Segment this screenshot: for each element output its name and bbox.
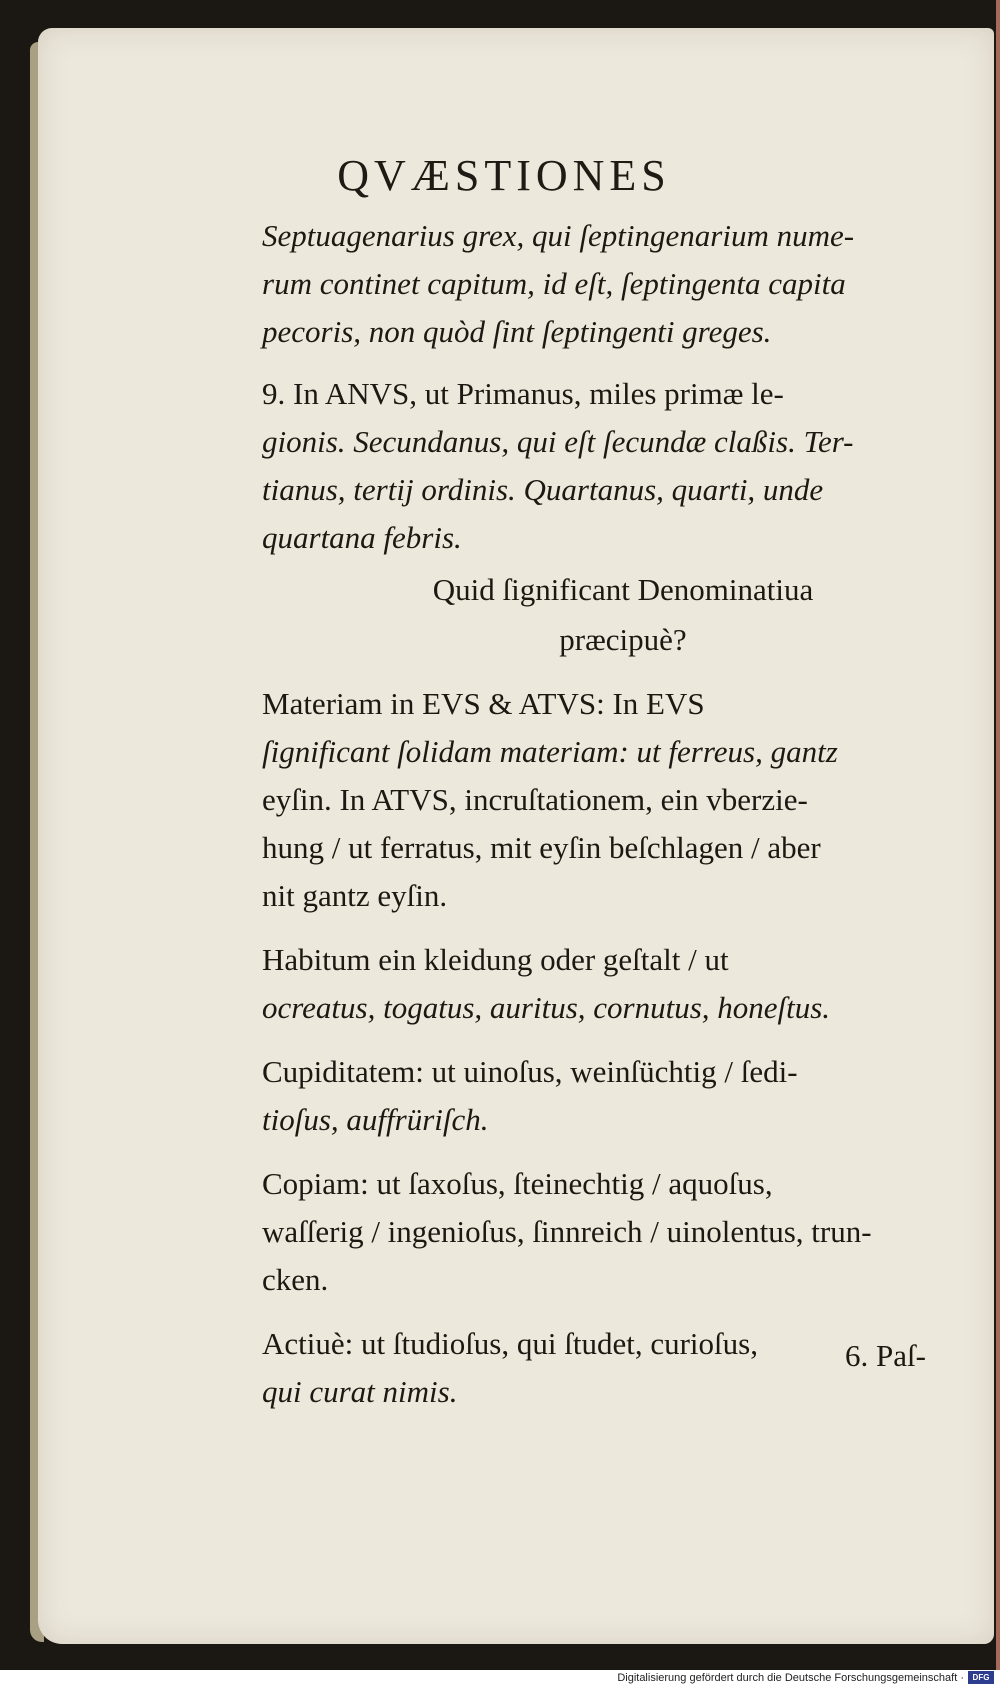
text-line: quartana febris. [262,520,462,555]
item-line: qui curat nimis. [262,1374,458,1409]
book-spine-edge [996,0,1000,1670]
heading-line-1: Quid ſignificant Denominatiua [432,572,814,607]
text-line: Septuagenarius grex, qui ſeptingenarium nume- [262,218,855,253]
section-heading [262,565,984,665]
item-line: Actiuè: ut ſtudioſus, qui ſtudet, curioſus, [262,1326,758,1361]
item-line: waſſerig / ingenioſus, ſinnreich / uinolentus, trun- [262,1214,872,1249]
numbered-list [262,680,984,1432]
item-line: Cupiditatem: ut uinoſus, weinſüchtig / ſedi- [262,1054,798,1089]
item-line: Copiam: ut ſaxoſus, ſteinechtig / aquoſus, [262,1166,773,1201]
item-line: hung / ut ferratus, mit eyſin beſchlagen / aber [262,830,821,865]
text-line: rum continet capitum, id eſt, ſeptingenta capita [262,266,846,301]
item-line: eyſin. In ATVS, incruſtationem, ein vberzie- [262,782,808,817]
text-line: 9. In ANVS, ut Primanus, miles primæ le- [262,376,784,411]
catchword: 6. Paſ- [845,1338,926,1373]
dfg-logo-icon: DFG [968,1671,994,1684]
item-line: tioſus, auffrüriſch. [262,1102,489,1137]
item-line: cken. [262,1262,329,1297]
main-text [262,212,984,562]
footer-credit: Digitalisierung gefördert durch die Deutsche Forschungsgemeinschaft · [617,1672,964,1684]
item-line: Materiam in EVS & ATVS: In EVS [262,686,705,721]
item-line: ſignificant ſolidam materiam: ut ferreus, gantz [262,734,838,769]
list-item [262,680,984,920]
heading-line-2: præcipuè? [559,622,687,657]
text-line: gionis. Secundanus, qui eſt ſecundæ claßis. Ter- [262,424,854,459]
text-line: tianus, tertij ordinis. Quartanus, quarti, unde [262,472,824,507]
item-line: Habitum ein kleidung oder geſtalt / ut [262,942,729,977]
list-item [262,1048,984,1144]
list-item [262,1160,984,1304]
running-head: QVÆSTIONES [337,151,671,200]
item-line: nit gantz eyſin. [262,878,448,913]
text-line: pecoris, non quòd ſint ſeptingenti greges. [262,314,772,349]
item-line: ocreatus, togatus, auritus, cornutus, honeſtus. [262,990,831,1025]
list-item [262,936,984,1032]
